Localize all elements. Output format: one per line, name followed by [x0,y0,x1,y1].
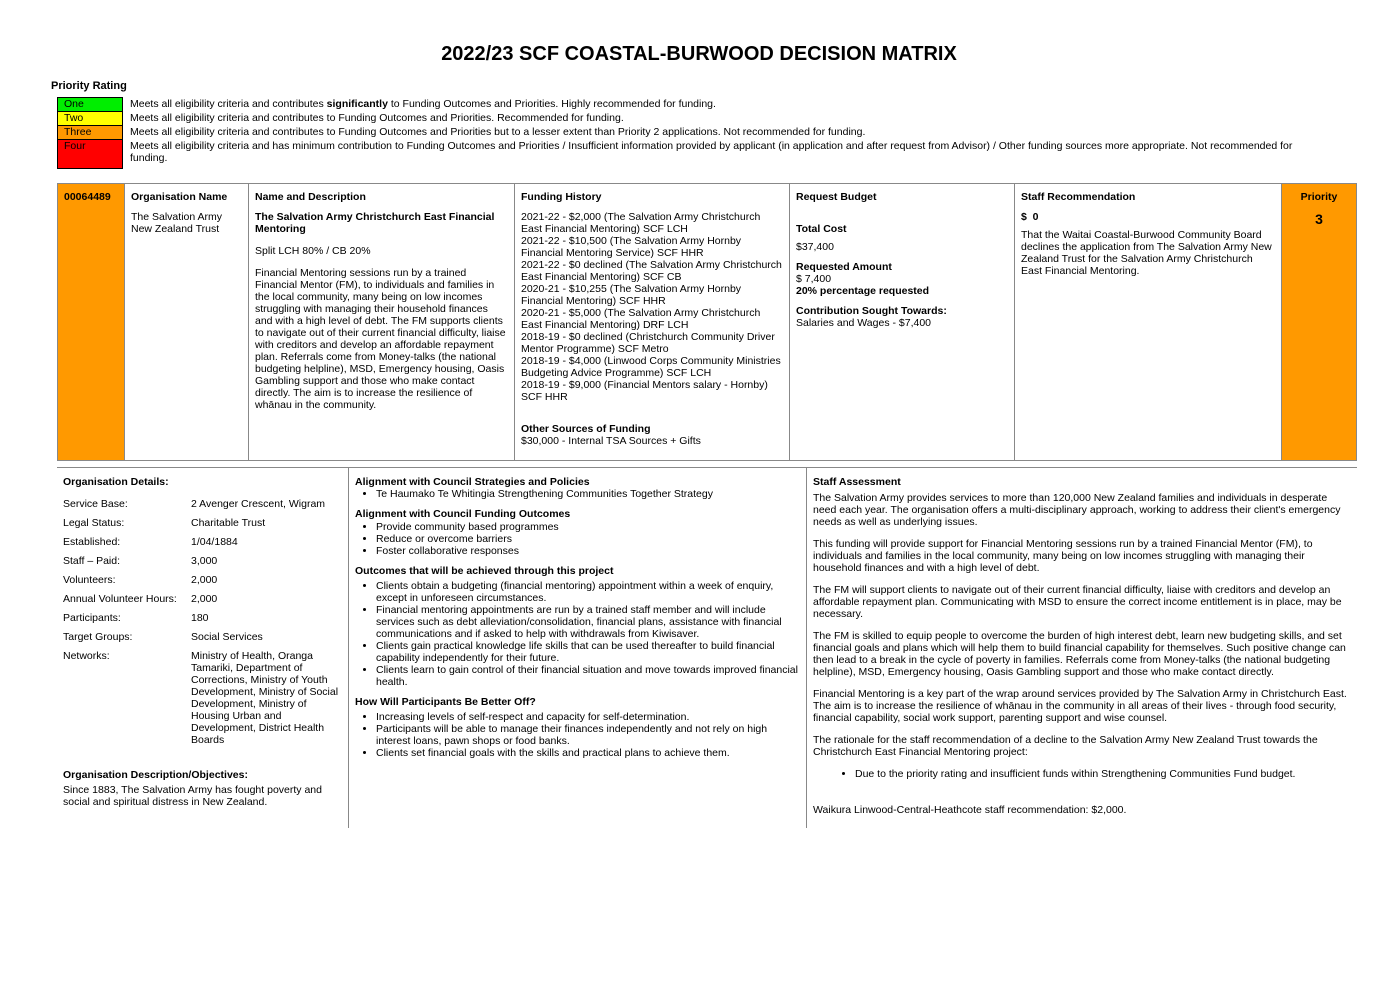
detail-row [63,612,342,624]
detail-value: 180 [191,612,209,624]
detail-label: Networks: [63,650,110,662]
detail-value: Ministry of Health, Oranga Tamariki, Department of Corrections, Ministry of Youth Development, Ministry of Social Development, Ministry of Housing Urban and Development, District Health Boards [191,650,339,746]
funding-history-item: 2021-22 - $0 declined (The Salvation Army Christchurch East Financial Mentoring) SCF CB [521,259,782,283]
funding-history-item: 2020-21 - $10,255 (The Salvation Army Hornby Financial Mentoring) SCF HHR [521,283,742,307]
details-section [57,467,1357,828]
detail-row [63,517,342,529]
list-item: • Clients learn to gain control of their financial situation and move towards improved financial health. [376,664,800,688]
total-cost-label: Total Cost [796,223,847,235]
assessment-paragraph: The FM is skilled to equip people to overcome the burden of high interest debt, learn new budgeting skills, and set financial goals and plans which will help them to build financial capability for themselves. Such positive change can then lead to a break in the cycle of poverty in families. Referrals come from Money-talks (the national budgeting helpline), MSD, Emergency housing, Oasis Gambling support and those who make contact directly. [813,630,1346,678]
contribution-label: Contribution Sought Towards: [796,305,947,317]
outcomes-header: Alignment with Council Funding Outcomes [355,508,571,520]
assessment-bullets [813,768,1351,780]
assessment-paragraph: The Salvation Army provides services to more than 120,000 New Zealand families and individuals in desperate need each year. The organisation offers a multi-disciplinary approach, working to address their client's emergency needs as well as underlying issues. [813,492,1341,528]
legend-text: Meets all eligibility criteria and contributes to Funding Outcomes and Priorities. Recommended for funding. [130,112,624,124]
list-item: • Participants will be able to manage their finances independently and not rely on high interest loans, pawn shops or food banks. [376,723,800,747]
contribution: Salaries and Wages - $7,400 [796,317,932,329]
request-budget-header: Request Budget [796,191,877,203]
org-description: Since 1883, The Salvation Army has fought poverty and social and spiritual distress in New Zealand. [63,784,322,808]
staff-recommendation-cell [1015,184,1282,460]
list-item: • Provide community based programmes [376,521,800,533]
strategies-list [355,488,800,500]
detail-row [63,650,342,746]
org-name: The Salvation Army New Zealand Trust [131,211,223,235]
legend-text: Meets all eligibility criteria and contributes to Funding Outcomes and Priorities but to a lesser extent than Priority 2 applications. Not recommended for funding. [130,126,866,138]
legend-row-two [57,111,1317,125]
detail-value: Social Services [191,631,263,643]
detail-label: Volunteers: [63,574,116,586]
alignment-panel [348,468,806,828]
detail-label: Target Groups: [63,631,133,643]
requested-amount-label: Requested Amount [796,261,892,273]
achieved-list [355,580,800,688]
detail-value: 2,000 [191,574,218,586]
other-sources: $30,000 - Internal TSA Sources + Gifts [521,435,701,447]
funding-history-item: 2021-22 - $10,500 (The Salvation Army Hornby Financial Mentoring Service) SCF HHR [521,235,742,259]
detail-label: Participants: [63,612,121,624]
detail-row [63,631,342,643]
achieved-header: Outcomes that will be achieved through this project [355,565,614,577]
legend-swatch: One [57,97,123,112]
list-item: • Due to the priority rating and insufficient funds within Strengthening Communities Fund budget. [855,768,1351,780]
list-item: • Clients gain practical knowledge life skills that can be used thereafter to build financial capability independently for their future. [376,640,800,664]
outcomes-list [355,521,800,557]
assessment-footer: Waikura Linwood-Central-Heathcote staff recommendation: $2,000. [813,804,1127,816]
strategies-header: Alignment with Council Strategies and Policies [355,476,590,488]
requested-amount: $ 7,400 [796,273,832,285]
better-off-header: How Will Participants Be Better Off? [355,696,536,708]
name-description-header: Name and Description [255,191,366,203]
total-cost: $37,400 [796,241,834,253]
legend-swatch: Three [57,125,123,140]
list-item: • Reduce or overcome barriers [376,533,800,545]
org-name-cell [125,184,249,460]
detail-value: 1/04/1884 [191,536,238,548]
staff-recommendation-header: Staff Recommendation [1021,191,1136,203]
priority-rating-heading: Priority Rating [51,80,127,92]
other-sources-header: Other Sources of Funding [521,423,651,435]
detail-value: 2 Avenger Crescent, Wigram [191,498,326,510]
funding-history-header: Funding History [521,191,602,203]
organisation-details-panel [57,468,348,828]
request-budget-cell [790,184,1015,460]
legend-text: Meets all eligibility criteria and has minimum contribution to Funding Outcomes and Priorities / Insufficient information provided by applicant (in application and after request from Advisor) / Other funding sources more appropriate. Not recommended for funding. [130,140,1293,164]
legend-swatch: Two [57,111,123,126]
funding-history-cell [515,184,790,460]
funding-history-item: 2020-21 - $5,000 (The Salvation Army Christchurch East Financial Mentoring) DRF LCH [521,307,761,331]
funding-split: Split LCH 80% / CB 20% [255,245,371,257]
detail-row [63,536,342,548]
legend-text-part: Meets all eligibility criteria and contributes [130,98,327,110]
project-description: Financial Mentoring sessions run by a trained Financial Mentor (FM), to individuals and families in the local community, many being on low incomes struggling with managing their household finances and with a high level of debt. The FM supports clients to navigate out of their current financial difficulty, liaise with creditors and develop an affordable repayment plan. Referrals come from Money-talks (the national budgeting helpline), MSD, Emergency housing, Oasis Gambling support and those who make contact directly. The aim is to increase the resilience of whānau in the community. [255,267,506,411]
detail-label: Legal Status: [63,517,125,529]
detail-value: Charitable Trust [191,517,266,529]
staff-assessment-header: Staff Assessment [813,476,901,488]
better-off-list [355,711,800,759]
funding-history-item: 2018-19 - $0 declined (Christchurch Community Driver Mentor Programme) SCF Metro [521,331,775,355]
application-id-cell [58,184,125,460]
priority-value: 3 [1315,211,1323,227]
detail-label: Established: [63,536,121,548]
list-item: • Increasing levels of self-respect and capacity for self-determination. [376,711,800,723]
application-id: 00064489 [64,191,111,203]
detail-label: Annual Volunteer Hours: [63,593,177,605]
assessment-paragraph: Financial Mentoring is a key part of the wrap around services provided by The Salvation Army in Christchurch East. The aim is to increase the resilience of whānau in the community in all areas of their lives - through food security, financial capability, social work support, parenting support and wise counsel. [813,688,1347,724]
staff-recommendation-text: That the Waitai Coastal-Burwood Community Board declines the application from The Salvation Army New Zealand Trust for the Salvation Army Christchurch East Financial Mentoring. [1021,229,1272,277]
funding-history-item: 2021-22 - $2,000 (The Salvation Army Christchurch East Financial Mentoring) SCF LCH [521,211,761,235]
priority-header: Priority [1300,191,1338,203]
funding-history-item: 2018-19 - $9,000 (Financial Mentors salary - Hornby) SCF HHR [521,379,768,403]
detail-row [63,593,342,605]
staff-assessment-panel [806,468,1357,828]
detail-label: Service Base: [63,498,128,510]
percentage-requested: 20% percentage requested [796,285,930,297]
legend-text [123,97,716,110]
org-description-header: Organisation Description/Objectives: [63,769,248,781]
legend-row-four [57,139,1317,168]
list-item: • Te Haumako Te Whitingia Strengthening Communities Together Strategy [376,488,800,500]
legend-row-one [57,97,1317,111]
detail-value: 2,000 [191,593,218,605]
detail-row [63,498,342,510]
priority-cell [1282,184,1356,460]
application-summary-table [57,183,1357,461]
list-item: • Financial mentoring appointments are run by a trained staff member and will include services such as debt alleviation/consolidation, financial plans, assistance with financial communications and if asked to help with withdrawals from Kiwisaver. [376,604,800,640]
detail-row [63,555,342,567]
detail-value: 3,000 [191,555,218,567]
funding-history-item: 2018-19 - $4,000 (Linwood Corps Community Ministries Budgeting Advice Programme) SCF LCH [521,355,781,379]
page-title: 2022/23 SCF COASTAL-BURWOOD DECISION MATRIX [441,43,957,65]
staff-recommendation-amount: $ 0 [1021,211,1039,223]
org-details-header: Organisation Details: [63,476,169,488]
detail-label: Staff – Paid: [63,555,121,567]
legend-row-three [57,125,1317,139]
list-item: • Foster collaborative responses [376,545,800,557]
project-name: The Salvation Army Christchurch East Financial Mentoring [255,211,495,235]
legend-text-bold: significantly [326,98,388,110]
name-description-cell [249,184,515,460]
list-item: • Clients obtain a budgeting (financial mentoring) appointment within a week of enquiry, except in unforeseen circumstances. [376,580,800,604]
assessment-paragraph: This funding will provide support for Financial Mentoring sessions run by a trained Financial Mentor (FM), to individuals and families in the local community, many being on low incomes struggling with managing their household finances and with a high level of debt. [813,538,1313,574]
assessment-paragraph: The rationale for the staff recommendation of a decline to the Salvation Army New Zealand Trust towards the Christchurch East Financial Mentoring project: [813,734,1318,758]
legend-swatch: Four [57,139,123,169]
assessment-paragraph: The FM will support clients to navigate out of their current financial difficulty, liaise with creditors and develop an affordable repayment plan. Communicating with MSD to ensure the correct income entitlement is in place, may be necessary. [813,584,1342,620]
priority-legend [57,97,1317,168]
org-name-header: Organisation Name [131,191,228,203]
legend-text-part: to Funding Outcomes and Priorities. Highly recommended for funding. [387,98,716,110]
list-item: • Clients set financial goals with the skills and practical plans to achieve them. [376,747,800,759]
detail-row [63,574,342,586]
